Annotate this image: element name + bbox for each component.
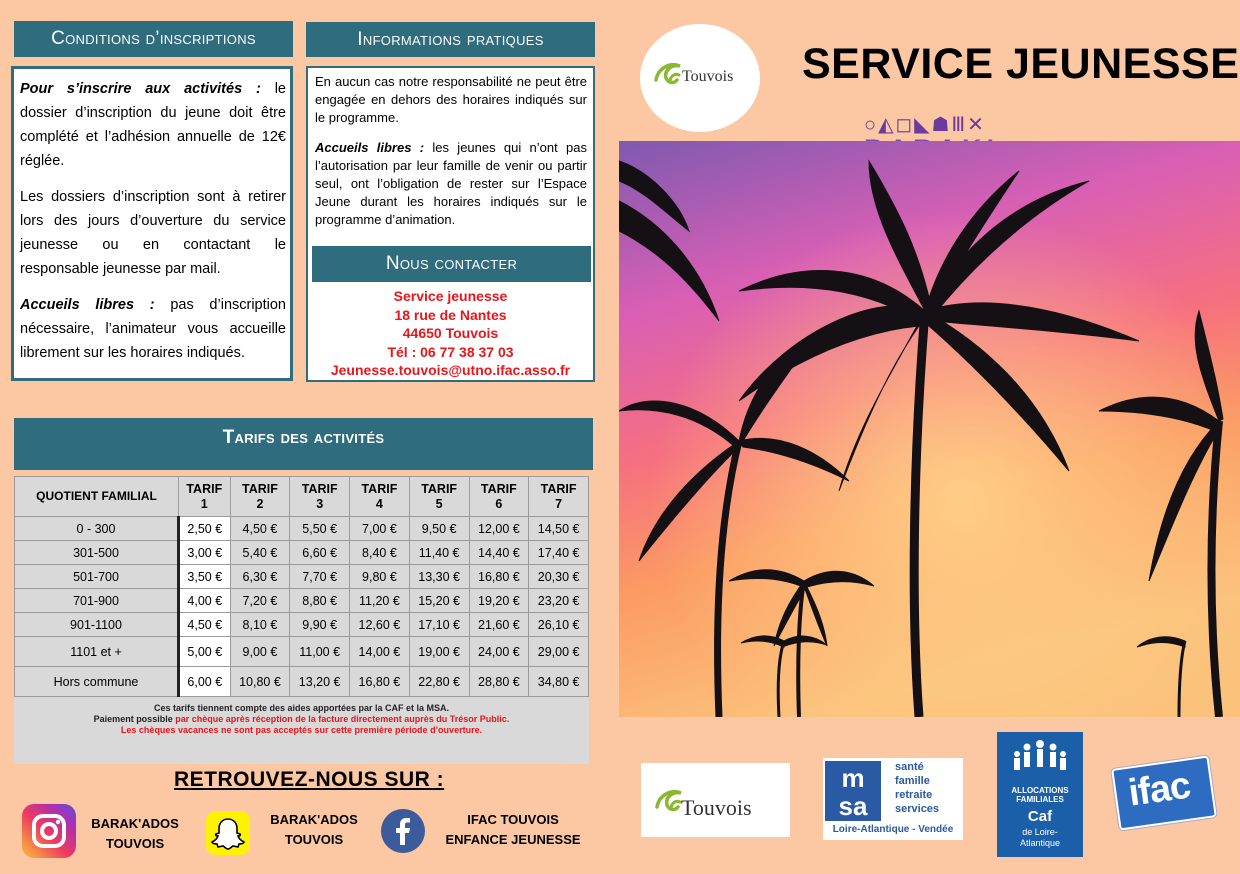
tarif-cell: 8,80 € xyxy=(290,589,350,613)
caf-logo xyxy=(997,732,1083,857)
tarifs-header-text: Tarifs des activités xyxy=(222,427,385,448)
column-header-tarif-6: TARIF 6 xyxy=(469,477,529,517)
tarif-cell: 8,10 € xyxy=(230,613,290,637)
caf-line-1: ALLOCATIONS xyxy=(1011,786,1069,795)
tarif-cell: 5,00 € xyxy=(179,637,231,667)
tarif-cell: 21,60 € xyxy=(469,613,529,637)
tarif-cell: 6,00 € xyxy=(179,667,231,697)
tarif-cell: 9,90 € xyxy=(290,613,350,637)
contact-service: Service jeunesse xyxy=(393,288,508,304)
caf-region-line-1: de Loire- xyxy=(1022,827,1058,837)
note-line-1: Ces tarifs tiennent compte des aides apportées par la CAF et la MSA. xyxy=(153,703,450,713)
table-row xyxy=(15,589,589,613)
tarif-cell: 13,20 € xyxy=(290,667,350,697)
conditions-p3-bold: Accueils libres : xyxy=(20,297,155,313)
contact-city: 44650 Touvois xyxy=(402,325,499,341)
touvois-logo-text: Touvois xyxy=(682,68,734,85)
tarif-cell: 9,80 € xyxy=(350,565,410,589)
tarif-cell: 12,60 € xyxy=(350,613,410,637)
touvois-partner-text: Touvois xyxy=(681,795,752,820)
social-title: RETROUVEZ-NOUS SUR : xyxy=(174,768,445,791)
msa-mark: m sa xyxy=(825,761,881,821)
tarif-cell: 5,40 € xyxy=(230,541,290,565)
column-header-quotient: QUOTIENT FAMILIAL xyxy=(15,477,179,517)
snapchat-label-line-2: TOUVOIS xyxy=(284,832,344,847)
tarif-cell: 2,50 € xyxy=(179,517,231,541)
quotient-cell: 901-1100 xyxy=(15,613,179,637)
contact-email[interactable]: Jeunesse.touvois@utno.ifac.asso.fr xyxy=(330,362,571,378)
caf-line-2: FAMILIALES xyxy=(1016,795,1064,804)
table-row xyxy=(15,637,589,667)
contact-header xyxy=(312,246,591,282)
tarif-cell: 7,20 € xyxy=(230,589,290,613)
palm-sunset-photo xyxy=(619,141,1240,717)
caf-name: Caf xyxy=(1027,808,1053,825)
table-row xyxy=(15,667,589,697)
column-header-tarif-5: TARIF 5 xyxy=(409,477,469,517)
tarif-cell: 28,80 € xyxy=(469,667,529,697)
note-line-3: Les chèques vacances ne sont pas acceptés sur cette première période d’ouverture. xyxy=(120,725,483,735)
info-box xyxy=(306,66,595,382)
contact-phone[interactable]: Tél : 06 77 38 37 03 xyxy=(387,343,514,360)
facebook-label-line-1: IFAC TOUVOIS xyxy=(467,812,559,827)
tarif-cell: 20,30 € xyxy=(529,565,589,589)
snapchat-label[interactable] xyxy=(264,810,364,850)
snapchat-label-line-1: BARAK'ADOS xyxy=(270,812,358,827)
tarif-cell: 23,20 € xyxy=(529,589,589,613)
info-header-text: Informations pratiques xyxy=(357,29,544,50)
tarifs-header-row xyxy=(15,477,589,517)
quotient-cell: 1101 et + xyxy=(15,637,179,667)
tarif-cell: 29,00 € xyxy=(529,637,589,667)
tarif-cell: 7,70 € xyxy=(290,565,350,589)
tarif-cell: 26,10 € xyxy=(529,613,589,637)
tarif-cell: 3,00 € xyxy=(179,541,231,565)
tarif-cell: 9,50 € xyxy=(409,517,469,541)
tarifs-table-wrap xyxy=(14,476,589,764)
tarif-cell: 4,50 € xyxy=(230,517,290,541)
note-line-2 xyxy=(14,714,589,725)
msa-line-2: famille xyxy=(895,775,930,787)
tarif-cell: 3,50 € xyxy=(179,565,231,589)
msa-text xyxy=(895,760,939,816)
table-row xyxy=(15,541,589,565)
tarif-cell: 22,80 € xyxy=(409,667,469,697)
column-header-tarif-3: TARIF 3 xyxy=(290,477,350,517)
touvois-logo-circle xyxy=(640,24,760,132)
tarif-cell: 4,50 € xyxy=(179,613,231,637)
tarif-cell: 4,00 € xyxy=(179,589,231,613)
facebook-icon[interactable] xyxy=(381,809,425,853)
conditions-paragraph-1 xyxy=(20,77,286,173)
caf-region-line-2: Atlantique xyxy=(1019,838,1061,848)
table-row xyxy=(15,613,589,637)
conditions-paragraph-2: Les dossiers d’inscription sont à retirer lors des jours d’ouverture du service jeunesse ou en contactant le responsable jeunesse par mail. xyxy=(20,189,286,277)
contact-header-text: Nous contacter xyxy=(385,253,518,274)
msa-region: Loire-Atlantique - Vendée xyxy=(832,824,954,835)
info-p2-bold: Accueils libres : xyxy=(315,140,425,155)
instagram-label[interactable] xyxy=(82,814,188,854)
tarif-cell: 11,40 € xyxy=(409,541,469,565)
tarif-cell: 16,80 € xyxy=(350,667,410,697)
tarif-cell: 11,20 € xyxy=(350,589,410,613)
conditions-box xyxy=(11,66,293,381)
touvois-logo xyxy=(641,763,790,837)
conditions-paragraph-3 xyxy=(20,293,286,365)
column-header-tarif-2: TARIF 2 xyxy=(230,477,290,517)
caf-family-icon xyxy=(997,734,1083,784)
tarif-cell: 6,30 € xyxy=(230,565,290,589)
quotient-cell: Hors commune xyxy=(15,667,179,697)
tarif-cell: 6,60 € xyxy=(290,541,350,565)
note-line-2-red: par chèque après réception de la facture directement auprès du Trésor Public. xyxy=(172,714,510,724)
table-row xyxy=(15,517,589,541)
quotient-cell: 301-500 xyxy=(15,541,179,565)
column-header-tarif-4: TARIF 4 xyxy=(350,477,410,517)
tarifs-body xyxy=(15,517,589,697)
tarif-cell: 16,80 € xyxy=(469,565,529,589)
conditions-p1-bold: Pour s’inscrire aux activités : xyxy=(20,81,261,97)
tarif-cell: 8,40 € xyxy=(350,541,410,565)
tarifs-table xyxy=(14,476,589,697)
page-title: SERVICE JEUNESSE xyxy=(802,40,1240,88)
tarif-cell: 19,00 € xyxy=(409,637,469,667)
tarif-cell: 11,00 € xyxy=(290,637,350,667)
quotient-cell: 701-900 xyxy=(15,589,179,613)
instagram-icon[interactable] xyxy=(22,804,76,858)
tarifs-note xyxy=(14,697,589,736)
caf-text xyxy=(997,786,1083,804)
tarif-cell: 14,00 € xyxy=(350,637,410,667)
note-line-2-black: Paiement possible xyxy=(93,714,173,724)
facebook-label-line-2: ENFANCE JEUNESSE xyxy=(445,832,581,847)
conditions-header xyxy=(14,21,293,57)
column-header-tarif-1: TARIF 1 xyxy=(179,477,231,517)
tarif-cell: 7,00 € xyxy=(350,517,410,541)
tarif-cell: 14,40 € xyxy=(469,541,529,565)
contact-street: 18 rue de Nantes xyxy=(394,306,507,323)
contact-details xyxy=(308,287,593,380)
ifac-logo-text: ifac xyxy=(1125,764,1193,815)
ifac-logo xyxy=(1111,755,1217,830)
tarifs-header xyxy=(14,418,593,470)
quotient-cell: 0 - 300 xyxy=(15,517,179,541)
tarif-cell: 34,80 € xyxy=(529,667,589,697)
conditions-p3-text: pas d’inscription nécessaire, l’animateur vous accueille librement sur les horaires indiqués. xyxy=(20,297,286,361)
facebook-label[interactable] xyxy=(440,810,586,850)
barak-ados-shapes: ○◭◻◣☗Ⅲ✕ xyxy=(864,114,986,136)
tarif-cell: 10,80 € xyxy=(230,667,290,697)
tarif-cell: 24,00 € xyxy=(469,637,529,667)
snapchat-icon[interactable] xyxy=(206,811,250,855)
info-text xyxy=(308,68,593,229)
column-header-tarif-7: TARIF 7 xyxy=(529,477,589,517)
instagram-label-line-1: BARAK'ADOS xyxy=(91,816,179,831)
info-p2-text: les jeunes qui n’ont pas l’autorisation par leur famille de venir ou partir seul, ont l’obligation de rester sur l’Espace Jeune durant les horaires indiqués sur le programme d’animation. xyxy=(315,140,588,227)
tarif-cell: 15,20 € xyxy=(409,589,469,613)
tarif-cell: 17,40 € xyxy=(529,541,589,565)
info-paragraph-1: En aucun cas notre responsabilité ne peut être engagée en dehors des horaires indiqués sur le programme. xyxy=(315,74,587,125)
tarif-cell: 19,20 € xyxy=(469,589,529,613)
conditions-header-text: Conditions d’inscriptions xyxy=(51,28,256,49)
quotient-cell: 501-700 xyxy=(15,565,179,589)
msa-line-1: santé xyxy=(895,761,924,773)
tarif-cell: 9,00 € xyxy=(230,637,290,667)
tarif-cell: 13,30 € xyxy=(409,565,469,589)
caf-region xyxy=(997,827,1083,849)
table-row xyxy=(15,565,589,589)
conditions-p1-text: le dossier d’inscription du jeune doit être complété et l’adhésion annuelle de 12€ réglée. xyxy=(20,81,286,169)
tarif-cell: 5,50 € xyxy=(290,517,350,541)
msa-line-4: services xyxy=(895,803,940,815)
msa-line-3: retraite xyxy=(895,789,933,801)
tarif-cell: 12,00 € xyxy=(469,517,529,541)
msa-logo xyxy=(823,758,963,840)
info-header xyxy=(306,22,595,57)
info-paragraph-2 xyxy=(315,139,587,229)
tarif-cell: 17,10 € xyxy=(409,613,469,637)
tarif-cell: 14,50 € xyxy=(529,517,589,541)
instagram-label-line-2: TOUVOIS xyxy=(105,836,165,851)
